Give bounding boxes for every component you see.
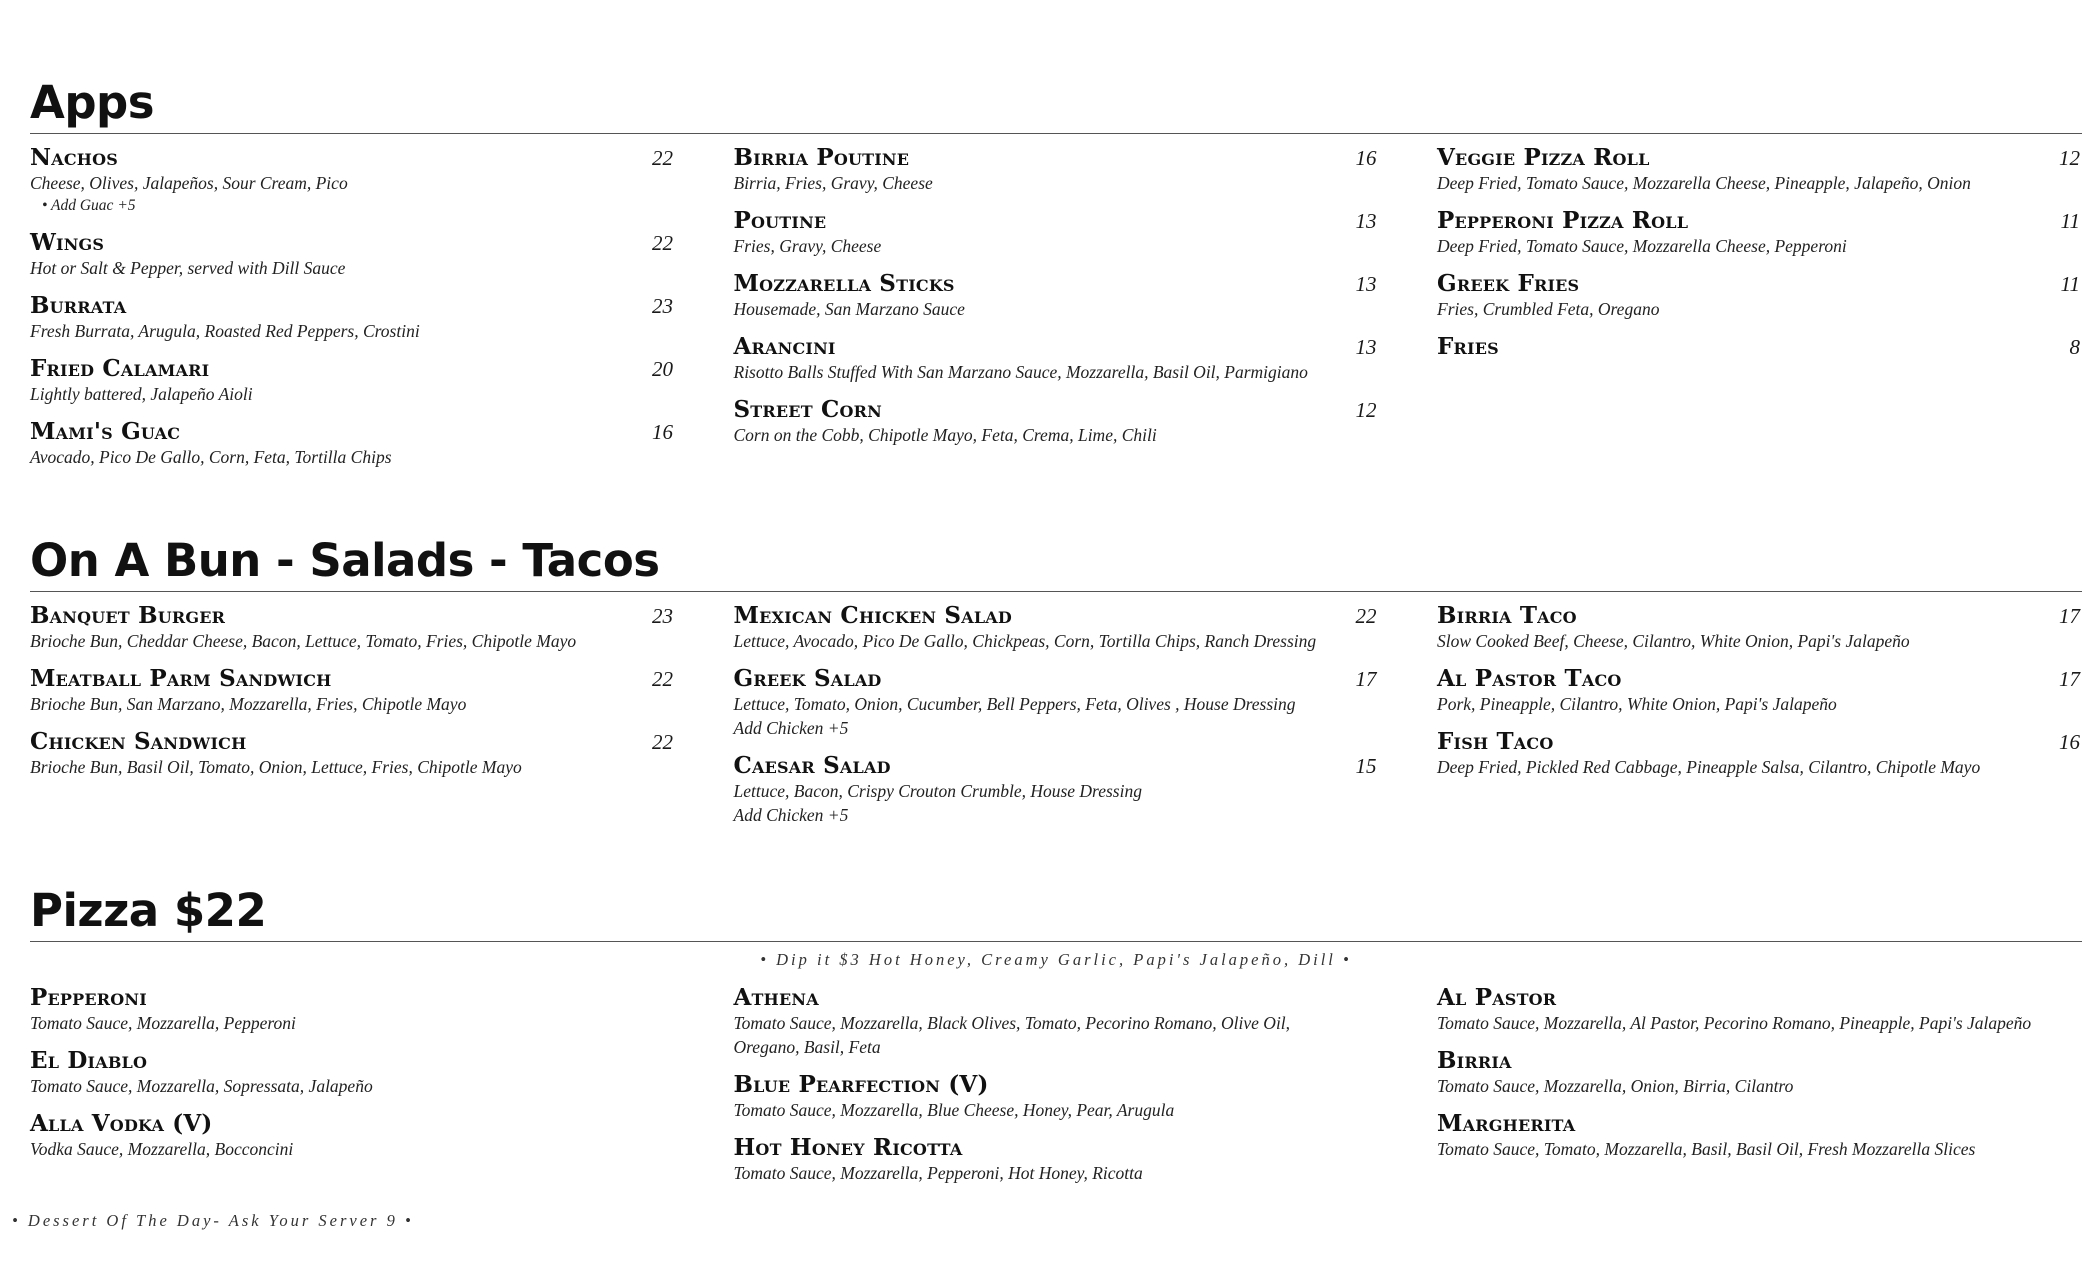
menu-item-description: Hot or Salt & Pepper, served with Dill Sauce [30,258,346,278]
menu-item-description: Housemade, San Marzano Sauce [733,299,965,319]
menu-item-price: 23 [652,294,673,318]
menu-item-header [30,984,675,1011]
menu-item-header [1437,984,2082,1011]
menu-item [30,728,675,779]
section-pizza [30,884,2082,1197]
menu-item-name: Greek Fries [1437,270,1580,297]
menu-item-price: 13 [1355,335,1377,359]
menu-item-header [1437,144,2082,171]
menu-item-price: 22 [652,667,673,691]
menu-item-header [30,144,675,171]
menu-item [30,665,675,716]
menu-item-description: Deep Fried, Pickled Red Cabbage, Pineapple Salsa, Cilantro, Chipotle Mayo [1437,757,1981,777]
menu-item [30,355,675,406]
menu-item [1437,333,2082,360]
menu-item-description: Slow Cooked Beef, Cheese, Cilantro, White Onion, Papi's Jalapeño [1437,631,1910,651]
menu-item-price: 8 [2069,335,2080,359]
menu-item-description: Tomato Sauce, Mozzarella, Pepperoni [30,1013,296,1033]
menu-item-price: 17 [2059,667,2080,691]
section-divider [30,133,2082,134]
menu-item-name: Al Pastor Taco [1437,665,1622,692]
apps-column-3 [1437,144,2082,481]
menu-item-description: Brioche Bun, Basil Oil, Tomato, Onion, Lettuce, Fries, Chipotle Mayo [30,757,522,777]
menu-item-header [30,665,675,692]
menu-item [734,984,1379,1059]
menu-item-description: Pork, Pineapple, Cilantro, White Onion, Papi's Jalapeño [1437,694,1837,714]
menu-item-description: Fries, Gravy, Cheese [733,236,882,256]
pizza-column-3 [1437,984,2082,1197]
menu-item [30,229,675,280]
menu-item-name: Birria Taco [1437,602,1577,629]
menu-item-description: Tomato Sauce, Mozzarella, Blue Cheese, Honey, Pear, Arugula [733,1100,1175,1120]
menu-item-description: Tomato Sauce, Mozzarella, Onion, Birria, Cilantro [1437,1076,1794,1096]
menu-item-header [1437,333,2082,360]
menu-item-description: Birria, Fries, Gravy, Cheese [733,173,933,193]
menu-item-header [734,1134,1379,1161]
menu-item-header [1437,602,2082,629]
menu-item [1437,1110,2082,1161]
menu-item-description: Tomato Sauce, Tomato, Mozzarella, Basil, Basil Oil, Fresh Mozzarella Slices [1437,1139,1976,1159]
pizza-column-1 [30,984,675,1197]
menu-item-description: Tomato Sauce, Mozzarella, Al Pastor, Pecorino Romano, Pineapple, Papi's Jalapeño [1437,1013,2032,1033]
menu-item-description: Corn on the Cobb, Chipotle Mayo, Feta, Crema, Lime, Chili [733,425,1157,445]
menu-item-description: Lightly battered, Jalapeño Aioli [30,384,253,404]
menu-item-name: Blue Pearfection (V) [733,1071,989,1098]
bun-column-1 [30,602,675,839]
menu-item-price: 17 [2059,604,2080,628]
menu-item [30,984,675,1035]
menu-item-name: Athena [733,984,819,1011]
menu-item [30,144,675,217]
pizza-columns [30,984,2082,1197]
menu-item-name: Alla Vodka (V) [30,1110,213,1137]
menu-item-name: Mozzarella Sticks [733,270,955,297]
menu-item-name: Poutine [733,207,827,234]
menu-item-name: Nachos [30,144,118,171]
menu-item-header [1437,665,2082,692]
menu-item-header [1437,1110,2082,1137]
menu-item [1437,144,2082,195]
menu-item-description-extra: Add Chicken +5 [733,718,849,738]
menu-item-description: Brioche Bun, Cheddar Cheese, Bacon, Lettuce, Tomato, Fries, Chipotle Mayo [30,631,577,651]
section-title-bun-salads-tacos: On A Bun - Salads - Tacos [30,534,660,587]
menu-item-name: El Diablo [30,1047,148,1074]
menu-item-name: Wings [30,229,105,256]
menu-item-description: Tomato Sauce, Mozzarella, Sopressata, Jalapeño [30,1076,373,1096]
menu-item-description: Lettuce, Tomato, Onion, Cucumber, Bell Peppers, Feta, Olives , House Dressing [733,694,1296,714]
menu-item-name: Meatball Parm Sandwich [30,665,332,692]
section-title-apps: Apps [30,76,155,129]
menu-item-header [30,355,675,382]
menu-item-header [734,752,1379,779]
menu-item-price: 16 [1355,146,1377,170]
menu-item-header [734,396,1379,423]
pizza-column-2 [734,984,1379,1197]
section-title-pizza: Pizza $22 [30,884,267,937]
menu-item-header [30,728,675,755]
menu-item-name: Mami's Guac [30,418,181,445]
menu-item [1437,728,2082,779]
apps-column-2 [734,144,1379,481]
menu-item-header [1437,270,2082,297]
menu-item-name: Arancini [733,333,836,360]
menu-item [1437,270,2082,321]
menu-item-price: 15 [1355,754,1377,778]
menu-item-name: Birria [1437,1047,1512,1074]
menu-item-price: 22 [652,730,673,754]
menu-item [734,207,1379,258]
menu-item [30,602,675,653]
menu-item-name: Caesar Salad [733,752,891,779]
bun-columns [30,602,2082,839]
menu-item-description: Avocado, Pico De Gallo, Corn, Feta, Tortilla Chips [30,447,392,467]
menu-item [30,1047,675,1098]
menu-item [30,292,675,343]
menu-item-name: Street Corn [733,396,882,423]
menu-item-price: 22 [652,231,673,255]
menu-item-description-extra: Add Chicken +5 [733,805,849,825]
menu-item-header [734,984,1379,1011]
section-divider [30,591,2082,592]
menu-item-header [1437,207,2082,234]
menu-item-price: 23 [652,604,673,628]
menu-item-price: 12 [1355,398,1377,422]
menu-item [1437,207,2082,258]
menu-item-price: 16 [652,420,673,444]
menu-item-header [1437,728,2082,755]
menu-item-header [734,602,1379,629]
menu-item-description: Lettuce, Bacon, Crispy Crouton Crumble, House Dressing [733,781,1142,801]
menu-item-price: 13 [1355,272,1377,296]
menu-item-header [734,207,1379,234]
menu-item-description-extra: Oregano, Basil, Feta [733,1037,881,1057]
menu-item-name: Fries [1437,333,1499,360]
dessert-note: • Dessert Of The Day- Ask Your Server 9 • [12,1211,414,1230]
apps-columns [30,144,2082,481]
menu-item [30,418,675,469]
menu-item-header [734,1071,1379,1098]
menu-item-description: Vodka Sauce, Mozzarella, Bocconcini [30,1139,294,1159]
menu-item-description: Cheese, Olives, Jalapeños, Sour Cream, Pico [30,173,348,193]
menu-item [1437,665,2082,716]
menu-item-addon: • Add Guac +5 [42,197,136,214]
menu-item-header [30,418,675,445]
menu-item [1437,984,2082,1035]
menu-item-price: 22 [652,146,673,170]
menu-item-header [30,602,675,629]
menu-item-name: Veggie Pizza Roll [1437,144,1650,171]
menu-item-price: 11 [2060,209,2080,233]
menu-item-description: Lettuce, Avocado, Pico De Gallo, Chickpeas, Corn, Tortilla Chips, Ranch Dressing [733,631,1317,651]
menu-item-header [30,1047,675,1074]
menu-item-name: Greek Salad [733,665,882,692]
menu-item-header [734,270,1379,297]
menu-item [734,602,1379,653]
menu-item [734,333,1379,384]
menu-item-name: Pepperoni Pizza Roll [1437,207,1689,234]
menu-item-name: Banquet Burger [30,602,226,629]
menu-item-price: 11 [2060,272,2080,296]
menu-item-header [30,229,675,256]
bun-column-2 [734,602,1379,839]
menu-item-description: Risotto Balls Stuffed With San Marzano Sauce, Mozzarella, Basil Oil, Parmigiano [733,362,1308,382]
menu-item [734,1134,1379,1185]
section-bun-salads-tacos [30,534,2082,839]
menu-item-name: Fish Taco [1437,728,1554,755]
menu-item-name: Margherita [1437,1110,1576,1137]
menu-item-price: 17 [1355,667,1377,691]
menu-item-description: Fries, Crumbled Feta, Oregano [1437,299,1660,319]
menu-item-description: Brioche Bun, San Marzano, Mozzarella, Fries, Chipotle Mayo [30,694,467,714]
menu-item-description: Deep Fried, Tomato Sauce, Mozzarella Cheese, Pineapple, Jalapeño, Onion [1437,173,1971,193]
menu-item-description: Tomato Sauce, Mozzarella, Black Olives, Tomato, Pecorino Romano, Olive Oil, [733,1013,1291,1033]
menu-item-name: Chicken Sandwich [30,728,247,755]
menu-item-header [30,1110,675,1137]
bun-column-3 [1437,602,2082,839]
menu-item-name: Birria Poutine [733,144,910,171]
menu-item-header [734,144,1379,171]
menu-item-header [30,292,675,319]
menu-item-description: Deep Fried, Tomato Sauce, Mozzarella Cheese, Pepperoni [1437,236,1847,256]
menu-item-price: 20 [652,357,673,381]
menu-item-price: 12 [2059,146,2080,170]
menu-item-name: Fried Calamari [30,355,210,382]
section-divider [30,941,2082,942]
menu-item-name: Hot Honey Ricotta [733,1134,963,1161]
menu-item-name: Burrata [30,292,127,319]
menu-item [734,144,1379,195]
menu-item-header [734,333,1379,360]
menu-item-header [734,665,1379,692]
menu-item-price: 13 [1355,209,1377,233]
menu-item [30,1110,675,1161]
menu-item [734,396,1379,447]
menu-item [734,665,1379,740]
menu-item [734,752,1379,827]
menu-item-description: Fresh Burrata, Arugula, Roasted Red Peppers, Crostini [30,321,420,341]
menu-item-header [1437,1047,2082,1074]
menu-item [734,1071,1379,1122]
apps-column-1 [30,144,675,481]
menu-item-price: 22 [1355,604,1377,628]
menu-item-description: Tomato Sauce, Mozzarella, Pepperoni, Hot Honey, Ricotta [733,1163,1143,1183]
menu-item-price: 16 [2059,730,2080,754]
menu-item-name: Al Pastor [1437,984,1557,1011]
menu-item-name: Pepperoni [30,984,147,1011]
section-apps [30,76,2082,481]
menu-item [734,270,1379,321]
menu-item-name: Mexican Chicken Salad [733,602,1012,629]
menu-item [1437,1047,2082,1098]
dip-note: • Dip it $3 Hot Honey, Creamy Garlic, Papi's Jalapeño, Dill • [760,950,1352,969]
menu-item [1437,602,2082,653]
